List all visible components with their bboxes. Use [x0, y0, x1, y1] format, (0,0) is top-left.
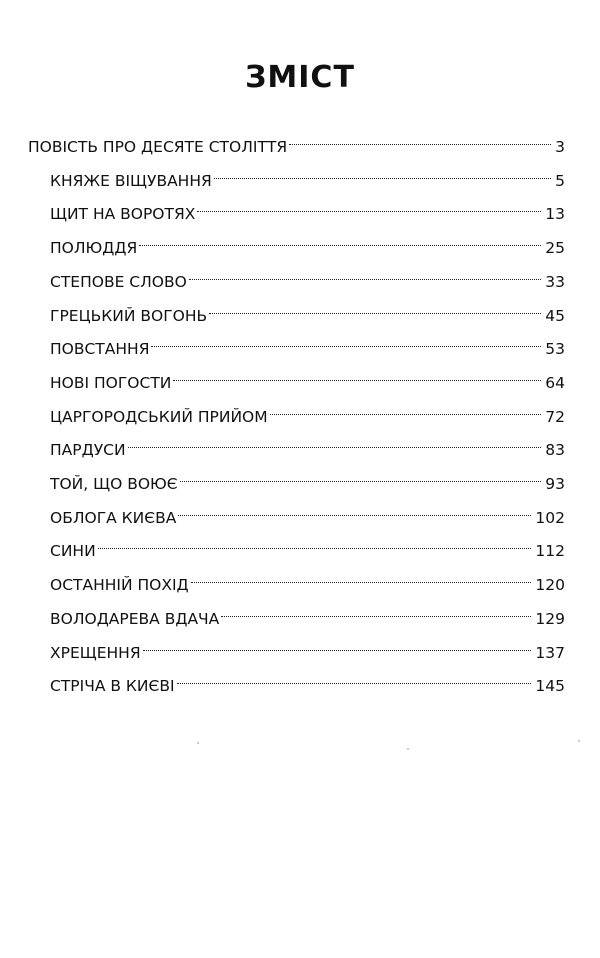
- toc-entry-title: ПОВІСТЬ ПРО ДЕСЯТЕ СТОЛІТТЯ: [28, 138, 288, 156]
- toc-entry-page: 72: [545, 407, 565, 426]
- toc-entry: [50, 630, 565, 662]
- toc-entry-title: ТОЙ, ЩО ВОЮЄ: [50, 475, 178, 493]
- toc-entry-page: 93: [545, 475, 565, 493]
- toc-entry: [50, 191, 565, 224]
- toc-entry-page: 25: [545, 239, 565, 258]
- toc-entry: [50, 562, 565, 595]
- toc-entry: [50, 225, 565, 258]
- toc-entry-title: ПАРДУСИ: [50, 441, 126, 460]
- toc-entry-title: ОСТАННІЙ ПОХІД: [50, 576, 189, 595]
- dot-leader: [143, 630, 534, 658]
- toc-entry-page: 83: [545, 441, 565, 460]
- toc-entry-page: 53: [545, 340, 565, 359]
- toc-entry-page: 45: [545, 306, 565, 325]
- toc-entry-title: СИНИ: [50, 542, 96, 561]
- dot-leader: [270, 394, 544, 422]
- dot-leader: [178, 495, 533, 523]
- toc-entry-page: 5: [555, 171, 565, 190]
- toc-entry-title: ПОЛЮДДЯ: [50, 239, 138, 258]
- toc-entry-title: ВОЛОДАРЕВА ВДАЧА: [50, 609, 220, 628]
- dot-leader: [98, 528, 534, 556]
- toc-entry-title: СТЕПОВЕ СЛОВО: [50, 272, 187, 291]
- dot-leader: [191, 562, 534, 590]
- toc-entry: [50, 495, 565, 527]
- toc-entry-title: ЦАРГОРОДСЬКИЙ ПРИЙОМ: [50, 407, 268, 426]
- toc-entry-title: ПОВСТАННЯ: [50, 340, 150, 359]
- toc-entry: [50, 259, 565, 291]
- toc-entry-page: 129: [535, 609, 565, 628]
- dot-leader: [189, 259, 543, 287]
- toc-entry: [50, 427, 565, 460]
- dot-leader: [173, 360, 543, 388]
- toc-entry-page: 102: [535, 508, 565, 527]
- toc-entry-title: КНЯЖЕ ВІЩУВАННЯ: [50, 171, 212, 190]
- toc-entry-title: СТРІЧА В КИЄВІ: [50, 677, 175, 696]
- dot-leader: [128, 427, 544, 455]
- toc-entry: [50, 360, 565, 392]
- toc-entry: [50, 293, 565, 325]
- dot-leader: [209, 293, 543, 321]
- dot-leader: [151, 326, 543, 354]
- paper-speck: [197, 742, 199, 744]
- paper-speck: [578, 740, 580, 742]
- toc-entry-page: 13: [545, 205, 565, 224]
- dot-leader: [197, 191, 543, 219]
- dot-leader: [180, 461, 544, 489]
- toc-entry-title: НОВІ ПОГОСТИ: [50, 373, 172, 392]
- toc-entry: [50, 461, 565, 493]
- paper-speck: [407, 748, 409, 750]
- toc-entry-title: ОБЛОГА КИЄВА: [50, 508, 177, 527]
- toc-entry-page: 112: [535, 542, 565, 561]
- toc-entry-title: ХРЕЩЕННЯ: [50, 643, 141, 662]
- toc-entry-page: 33: [545, 272, 565, 291]
- toc-entry-page: 137: [535, 643, 565, 662]
- dot-leader: [177, 663, 534, 691]
- toc-entry-title: ЩИТ НА ВОРОТЯХ: [50, 205, 196, 224]
- toc-entry: [50, 663, 565, 696]
- toc-entry-page: 145: [535, 677, 565, 696]
- dot-leader: [289, 124, 553, 152]
- page-title: ЗМІСТ: [245, 60, 355, 95]
- toc-entry-page: 64: [545, 373, 565, 392]
- toc-entry: [50, 528, 565, 561]
- toc-entry: [50, 596, 565, 628]
- toc-entry: [50, 158, 565, 190]
- dot-leader: [214, 158, 553, 186]
- dot-leader: [139, 225, 543, 253]
- dot-leader: [221, 596, 533, 624]
- toc-entry-page: 120: [535, 576, 565, 595]
- toc-entry: [50, 326, 565, 359]
- toc-entry-page: 3: [555, 138, 565, 156]
- toc-entry: [50, 394, 565, 426]
- toc-entry: [28, 124, 565, 156]
- toc-entry-title: ГРЕЦЬКИЙ ВОГОНЬ: [50, 306, 208, 325]
